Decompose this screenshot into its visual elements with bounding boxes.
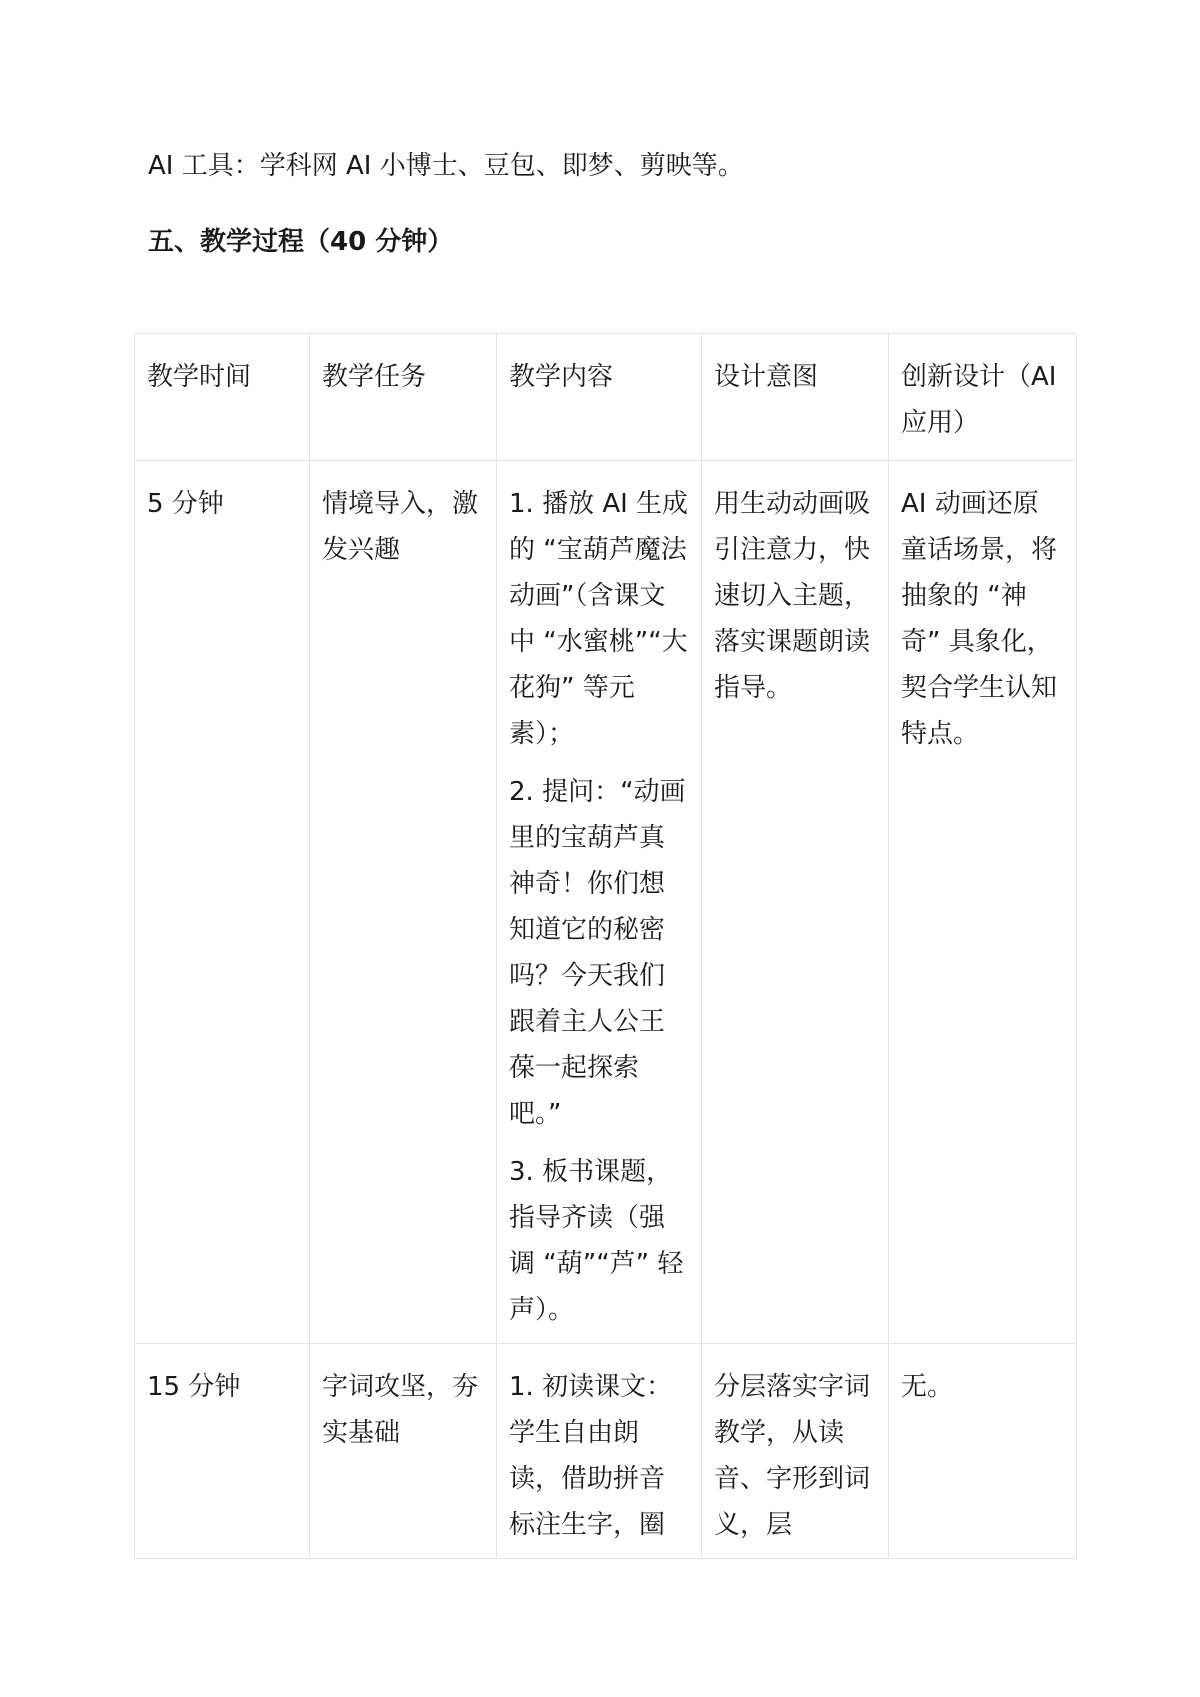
section-heading-teaching-process: 五、教学过程（40 分钟） [148, 227, 454, 257]
row1-intent: 用生动动画吸引注意力，快速切入主题，落实课题朗读指导。 [702, 461, 889, 1344]
row1-innovation: AI 动画还原童话场景，将抽象的 “神奇” 具象化，契合学生认知特点。 [889, 461, 1077, 1344]
row2-content [497, 1344, 702, 1559]
row1-content-step-3: 3. 板书课题，指导齐读（强调 “葫”“芦” 轻声）。 [509, 1157, 684, 1325]
header-teaching-time: 教学时间 [135, 334, 310, 461]
ai-tools-line: AI 工具：学科网 AI 小博士、豆包、即梦、剪映等。 [148, 151, 744, 181]
header-teaching-content: 教学内容 [497, 334, 702, 461]
row2-intent [702, 1344, 889, 1559]
row2-innovation-text: 无。 [901, 1372, 954, 1402]
row1-content-step-1: 1. 播放 AI 生成的 “宝葫芦魔法动画”（含课文中 “水蜜桃”“大花狗” 等元素）； [509, 489, 689, 749]
row1-content [497, 461, 702, 1344]
teaching-process-table [134, 333, 1077, 1559]
row2-content-step-1: 1. 初读课文：学生自由朗读，借助拼音标注生字，圈 [509, 1372, 673, 1540]
table-header-row [135, 334, 1077, 461]
row2-task-text: 字词攻坚，夯实基础 [322, 1372, 479, 1448]
row2-innovation [889, 1344, 1077, 1559]
row1-time: 5 分钟 [135, 461, 310, 1344]
row1-content-step-2: 2. 提问：“动画里的宝葫芦真神奇！你们想知道它的秘密吗？今天我们跟着主人公王葆一起探索吧。” [509, 777, 686, 1129]
table-row [135, 461, 1077, 1344]
row2-time-text: 15 分钟 [147, 1372, 241, 1402]
row2-intent-text: 分层落实字词教学，从读音、字形到词义，层 [714, 1372, 871, 1540]
header-teaching-task: 教学任务 [310, 334, 497, 461]
table-row [135, 1344, 1077, 1559]
row2-task [310, 1344, 497, 1559]
row1-task: 情境导入，激发兴趣 [310, 461, 497, 1344]
header-innovation-design: 创新设计（AI 应用） [889, 334, 1077, 461]
header-design-intent: 设计意图 [702, 334, 889, 461]
row2-time [135, 1344, 310, 1559]
